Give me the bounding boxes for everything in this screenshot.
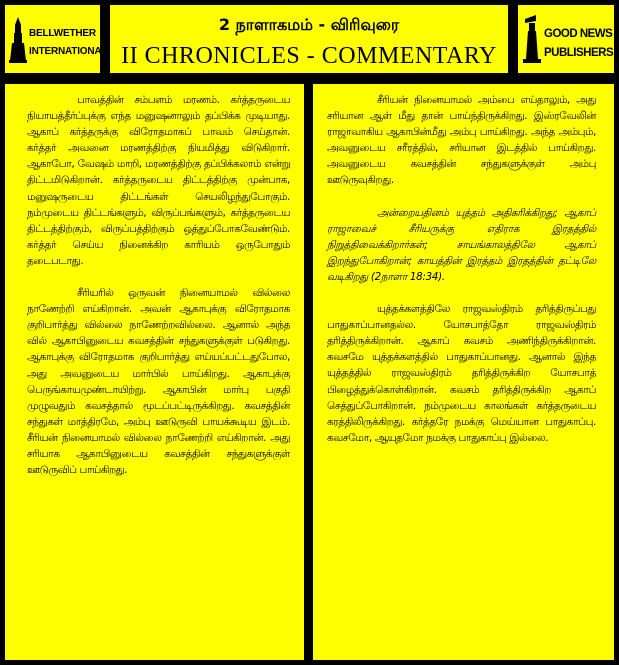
- good-news-logo: [516, 3, 616, 75]
- page-title-tamil: 2 நாளாகமம் - விரிவுரை: [218, 15, 400, 34]
- right-paragraph-2-scripture: அன்றையதினம் யுத்தம் அதிகரிக்கிறது; ஆகாப் ராஜாவைச் சீரியருக்கு எதிராக இரதத்தில் நிறுத்திவைக்கிறார்கள்; சாயங்காலத்திலே ஆகாப் இறந்துபோகிறான்; காயத்தின் இரத்தம் இரதத்தின் தட்டிலே வடிகிறது (2நாளா 18:34).: [327, 206, 596, 283]
- left-column: [3, 82, 306, 662]
- bellwether-logo: [3, 3, 108, 75]
- right-paragraph-1: சீரியன் நினையாமல் அம்பை எய்தாலும், அது சரியான ஆள் மீது தான் பாய்ந்திருக்கிறது. இஸ்ரவேலின் ராஜாவாகிய ஆகாபின்மீது அம்பு பாய்கிறது. அந்த அம்பும், அவனுடைய சரீரத்தில், சரியான இடத்தில் பாய்கிறது. அவனுடைய கவசத்தின் சந்துகளுக்குள் அம்பு ஊடுருவுகிறது.: [327, 94, 596, 187]
- page-title-english: II CHRONICLES - COMMENTARY: [121, 43, 497, 69]
- left-paragraph-2: சீரியரில் ஒருவன் நினையாமல் வில்லை நாணேற்றி எய்கிறான். அவன் ஆகாபுக்கு விரோதமாக குறிபார்த்து வில்லை நாணேற்றவில்லை. ஆனால் அந்த வில் ஆகாபினுடைய கவசத்தின் சந்துகளுக்குள் படுகிறது. ஆகாபுக்கு விரோதமாக குறிபார்த்து எய்யப்பட்டதுபோல, அது அவனுடைய மார்பில் பாய்கிறது. ஆகாபுக்கு பெருங்காயமுண்டாயிற்று. ஆகாபின் மார்பு பகுதி முழுவதும் கவசத்தால் மூடப்பட்டிருக்கிறது. கவசத்தின் சந்துகள் மாத்திரமே, அம்பு ஊடுருவி பாயக்கூடிய இடம். சீரியன் நினையாமல் வில்லை நாணேற்றி எய்கிறான். அது சரியாக ஆகாபினுடைய கவசத்தின் சந்துகளுக்குள் ஊடுருவிப் பாய்கிறது.: [27, 287, 290, 477]
- lighthouse-icon: [522, 15, 542, 63]
- left-paragraph-1: பாவத்தின் சம்பளம் மரணம். கர்த்தருடைய நியாயத்தீர்ப்புக்கு எந்த மனுஷனாலும் தப்பிக்க முடியாது. ஆகாப் கர்த்தருக்கு விரோதமாகப் பாவம் செய்தான். கர்த்தர் அவனை மரணத்திற்கு நியமித்து விடுகிறார். ஆகாபோ, வேஷம் மாறி, மரணத்திற்கு தப்பிக்கலாம் என்று திட்டமிடுகிறான். கர்த்தருடைய திட்டத்திற்கு முன்பாக, மனுஷருடைய திட்டங்கள் செயலிழந்துபோகும். நம்முடைய திட்டங்களும், விருப்பங்களும், கர்த்தருடைய திட்டத்திற்கும், விருப்பத்திற்கும் ஒத்துப்போகவேண்டும். கர்த்தர் செய்ய நினைக்கிற காரியம் ஒருபோதும் தடைபடாது.: [27, 94, 290, 267]
- good-news-logo-line1: GOOD NEWS: [544, 28, 613, 40]
- bell-tower-icon: [9, 15, 27, 63]
- title-banner: [108, 3, 510, 75]
- right-column-text: [327, 92, 596, 462]
- bellwether-logo-line1: BELLWETHER: [29, 28, 96, 39]
- right-paragraph-3: யுத்தக்களத்திலே ராஜவஸ்திரம் தரித்திருப்பது பாதுகாப்பானதல்ல. யோசபாத்தோ ராஜவஸ்திரம் தரித்திருக்கிறான். ஆகாப் கவசம் அணிந்திருக்கிறான். கவசமே யுத்தக்களத்தில் பாதுகாப்பானது. ஆனால் இந்த யுத்தத்தில் ராஜவஸ்திரம் தரித்திருக்கிற யோசபாத் பிழைத்துக்கொள்கிறான். கவசம் தரித்திருக்கிற ஆகாப் செத்துப்போகிறான். நம்முடைய காலங்கள் கர்த்தருடைய கரத்திலிருக்கிறது. கர்த்தரே நமக்கு மெய்யான பாதுகாப்பு. கவசமோ, ஆயுதமோ நமக்கு பாதுகாப்பு இல்லை.: [327, 303, 596, 444]
- bellwether-logo-line2: INTERNATIONAL: [29, 46, 108, 57]
- left-column-text: [27, 92, 290, 494]
- right-column: [311, 82, 616, 662]
- good-news-logo-line2: PUBLISHERS: [544, 47, 614, 59]
